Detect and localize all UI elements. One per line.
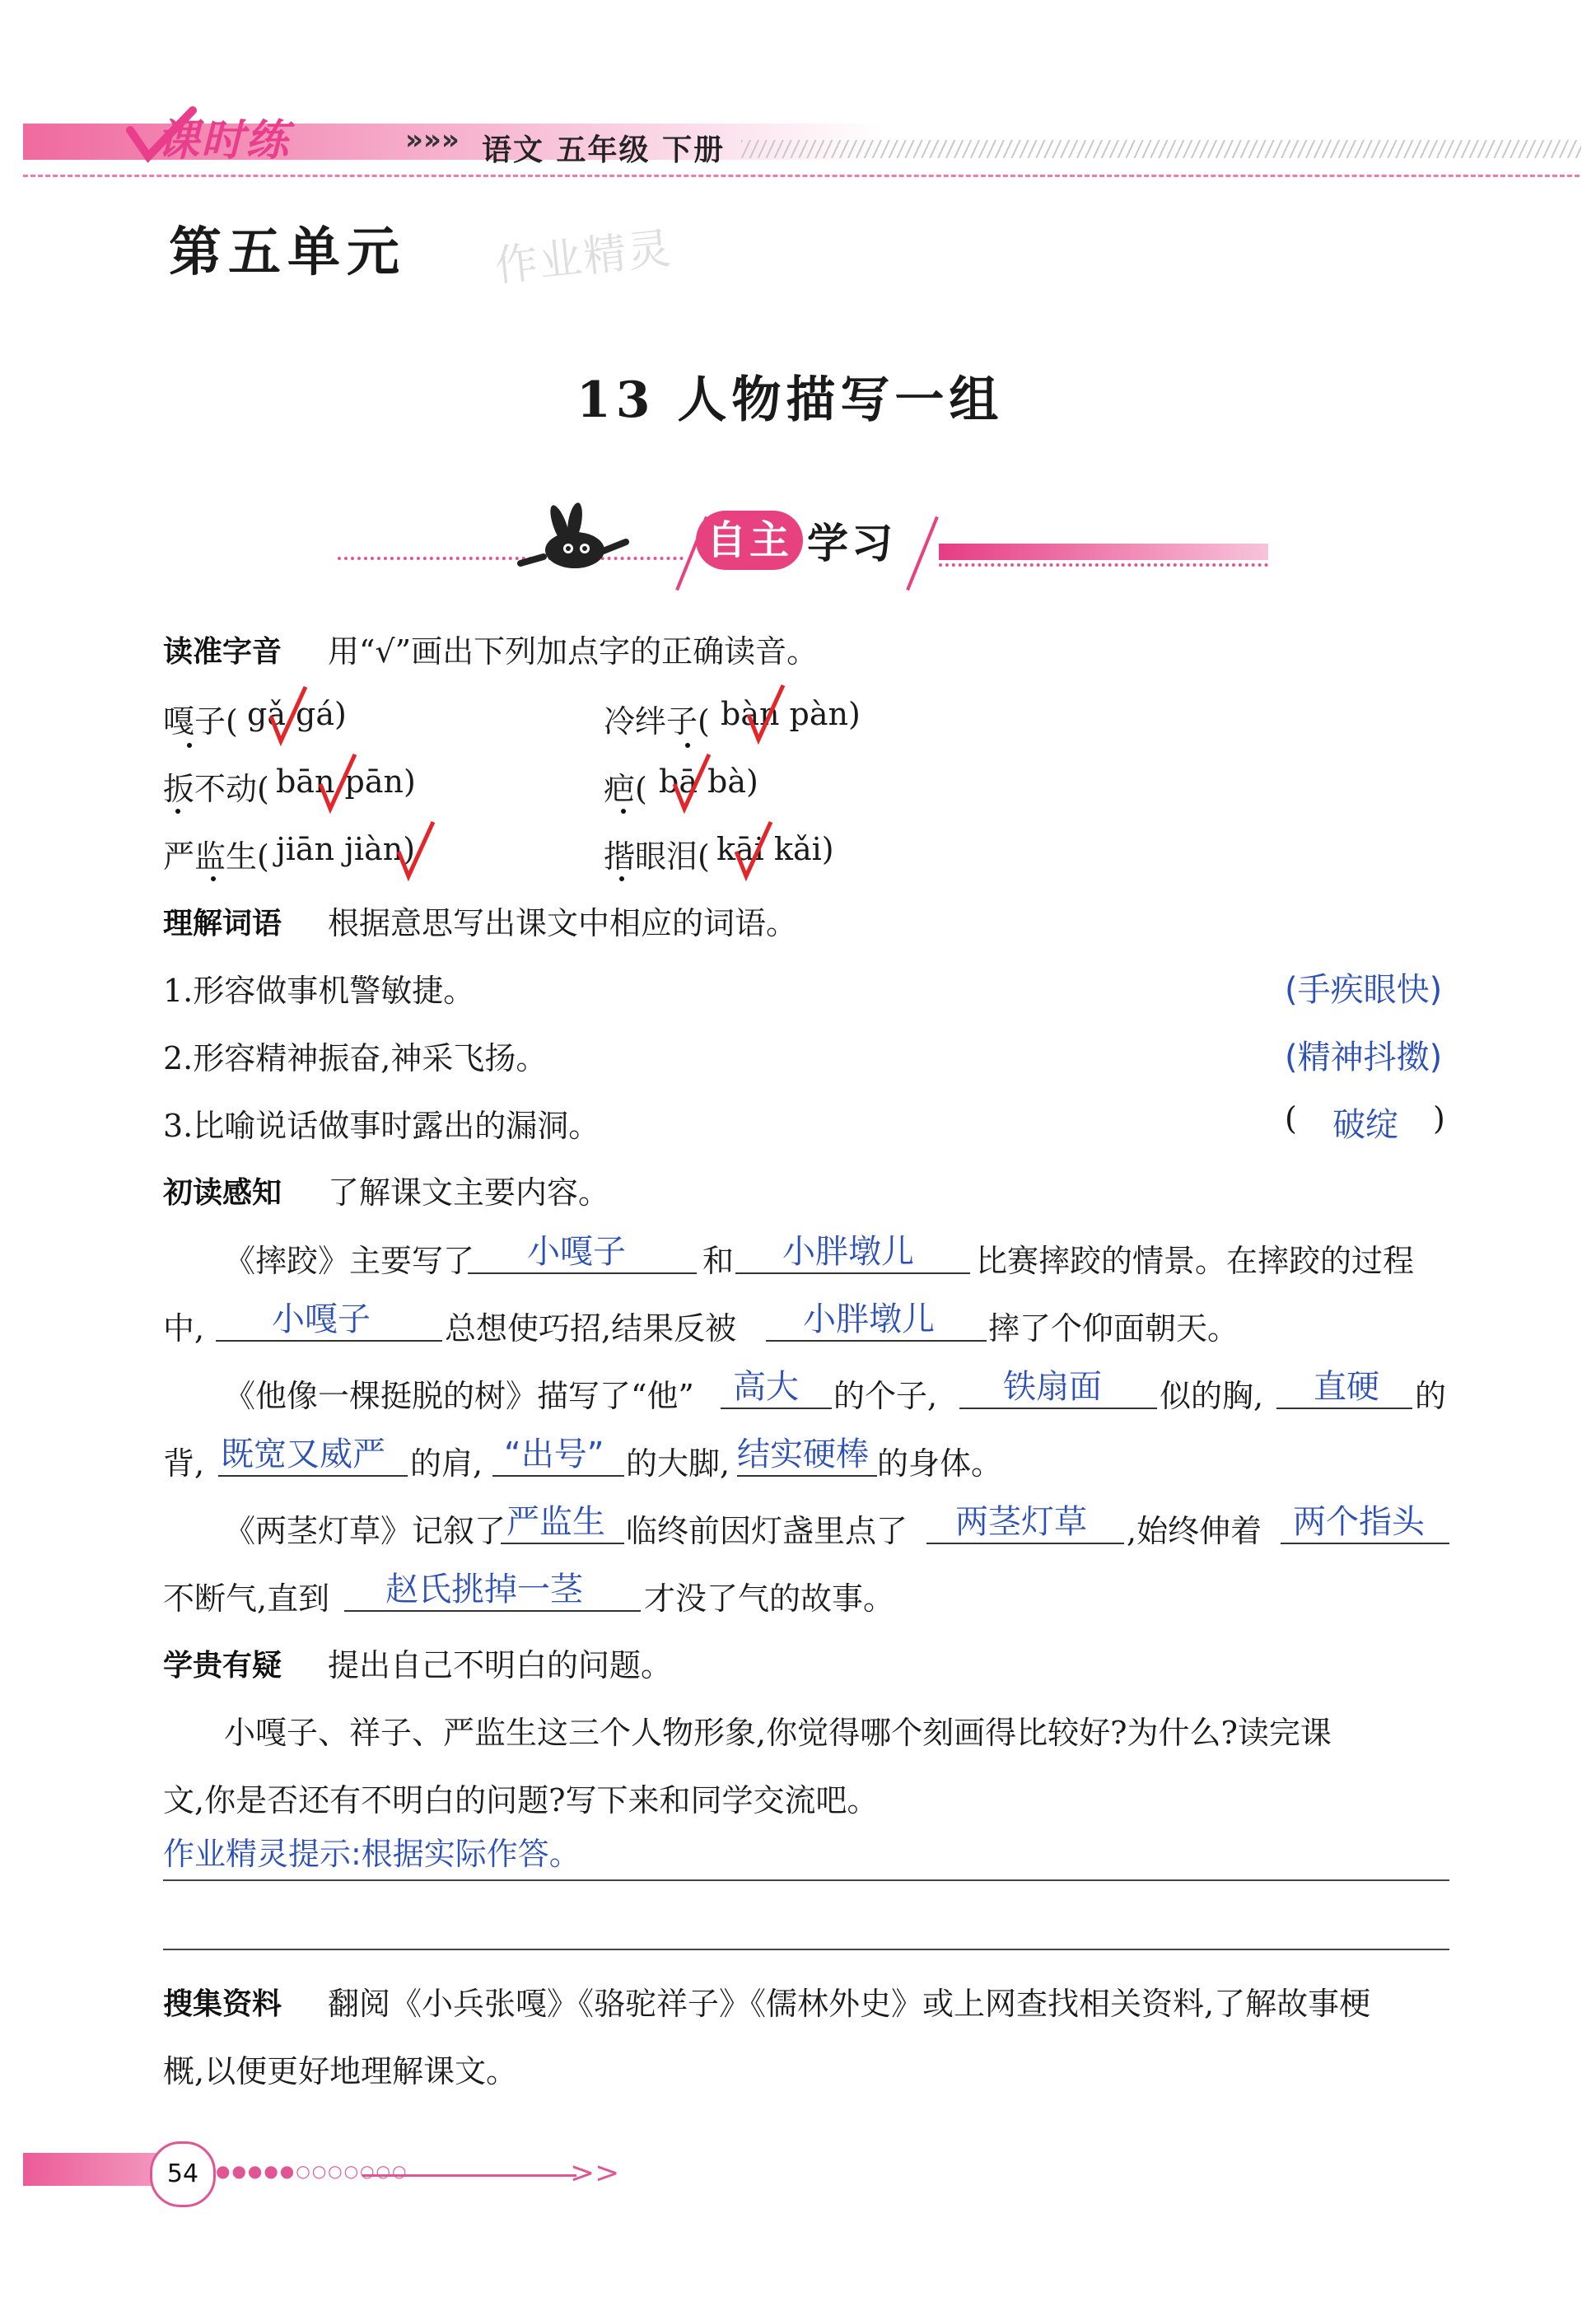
pinyin-options: gǎ gá) bbox=[247, 696, 347, 732]
watermark: 作业精灵 bbox=[492, 223, 675, 292]
answer-blank bbox=[737, 1475, 877, 1477]
reading-text: 《他像一棵挺脱的树》描写了“他” bbox=[224, 1378, 694, 1414]
reading-text: ,始终伸着 bbox=[1127, 1513, 1262, 1549]
checkmark-icon bbox=[745, 682, 786, 745]
section-label-collect: 搜集资料 bbox=[163, 1987, 282, 2021]
answer-blank bbox=[218, 1475, 408, 1477]
banner-dotted-right bbox=[939, 563, 1268, 567]
collect-text: 概,以便更好地理解课文。 bbox=[163, 2053, 518, 2089]
blank-answer: 小嘎子 bbox=[527, 1233, 626, 1271]
answer-blank bbox=[766, 1340, 987, 1342]
vocab-answer: 破绽 bbox=[1332, 1106, 1398, 1144]
answer-blank bbox=[959, 1408, 1157, 1409]
reading-text: 才没了气的故事。 bbox=[644, 1580, 895, 1617]
blank-answer: 结实硬棒 bbox=[737, 1436, 869, 1473]
checkmark-icon bbox=[733, 819, 774, 881]
answer-blank bbox=[926, 1543, 1124, 1544]
emphasis-dot bbox=[685, 743, 690, 748]
answer-blank bbox=[721, 1408, 832, 1409]
pinyin-instruction: 用“√”画出下列加点字的正确读音。 bbox=[328, 633, 819, 670]
checkmark-icon bbox=[671, 751, 712, 814]
footer-line bbox=[362, 2174, 576, 2177]
section-label-vocab: 理解词语 bbox=[163, 907, 282, 941]
answer-blank bbox=[735, 1272, 970, 1274]
rabbit-mascot-icon bbox=[511, 502, 634, 577]
footer-arrow-icon: >> bbox=[570, 2156, 620, 2190]
emphasis-dot bbox=[621, 809, 626, 814]
emphasis-dot bbox=[211, 876, 216, 881]
blank-answer: 两茎灯草 bbox=[955, 1503, 1087, 1541]
blank-answer: 既宽又威严 bbox=[221, 1436, 385, 1473]
answer-line[interactable] bbox=[163, 1879, 1449, 1881]
blank-answer: 赵氏挑掉一茎 bbox=[385, 1571, 583, 1608]
logo-text: 课时练 bbox=[156, 116, 291, 166]
reading-text: 的大脚, bbox=[626, 1445, 730, 1482]
banner-slash-right bbox=[906, 516, 939, 591]
blank-answer: 高大 bbox=[733, 1368, 799, 1406]
reading-text: 总想使巧招,结果反被 bbox=[445, 1310, 737, 1347]
banner-bar-right bbox=[939, 544, 1268, 560]
pinyin-word: 揩眼泪( bbox=[604, 838, 710, 875]
answer-blank bbox=[1276, 1408, 1412, 1409]
answer-blank bbox=[344, 1610, 641, 1612]
vocab-answer: (手疾眼快) bbox=[1285, 971, 1443, 1009]
pinyin-word: 疤( bbox=[604, 771, 647, 807]
reading-text: 比赛摔跤的情景。在摔跤的过程 bbox=[976, 1243, 1415, 1279]
unit-title: 第五单元 bbox=[169, 222, 406, 283]
emphasis-dot bbox=[187, 743, 192, 748]
section-label-reading: 初读感知 bbox=[163, 1176, 282, 1210]
vocab-paren: ) bbox=[1433, 1100, 1445, 1137]
section-label-pinyin: 读准字音 bbox=[163, 635, 282, 669]
vocab-instruction: 根据意思写出课文中相应的词语。 bbox=[328, 905, 798, 941]
reading-text: 摔了个仰面朝天。 bbox=[988, 1310, 1239, 1347]
banner-text: 学习 bbox=[807, 520, 896, 567]
reading-text: 临终前因灯盏里点了 bbox=[626, 1513, 908, 1549]
header-divider bbox=[23, 175, 1580, 177]
checkmark-icon bbox=[317, 751, 358, 814]
pinyin-options: jiān jiàn) bbox=[276, 831, 416, 867]
answer-blank bbox=[492, 1475, 624, 1477]
reading-text: 的身体。 bbox=[877, 1445, 1003, 1482]
vocab-question: 3.比喻说话做事时露出的漏洞。 bbox=[163, 1108, 600, 1144]
answer-blank bbox=[1281, 1543, 1449, 1544]
blank-answer: 铁扇面 bbox=[1003, 1368, 1102, 1406]
pinyin-word: 嘎子( bbox=[163, 703, 238, 740]
emphasis-dot bbox=[619, 876, 624, 881]
answer-line[interactable] bbox=[163, 1949, 1449, 1950]
questions-text: 文,你是否还有不明白的问题?写下来和同学交流吧。 bbox=[163, 1782, 879, 1818]
reading-text: 似的胸, bbox=[1160, 1378, 1264, 1414]
reading-text: 的肩, bbox=[410, 1445, 483, 1482]
checkmark-icon bbox=[395, 819, 436, 881]
blank-answer: “出号” bbox=[504, 1436, 604, 1473]
reading-instruction: 了解课文主要内容。 bbox=[328, 1174, 610, 1211]
collect-text: 翻阅《小兵张嘎》《骆驼祥子》《儒林外史》或上网查找相关资料,了解故事梗 bbox=[328, 1986, 1371, 2022]
blank-answer: 严监生 bbox=[506, 1503, 605, 1541]
checkmark-icon bbox=[268, 684, 309, 746]
vocab-question: 1.形容做事机警敏捷。 bbox=[163, 973, 475, 1009]
questions-text: 小嘎子、祥子、严监生这三个人物形象,你觉得哪个刻画得比较好?为什么?读完课 bbox=[224, 1715, 1332, 1751]
reading-text: 中, bbox=[163, 1310, 205, 1347]
pinyin-options: bā bà) bbox=[659, 763, 758, 800]
lesson-title: 13 人物描写一组 bbox=[576, 371, 1004, 429]
vocab-question: 2.形容精神振奋,神采飞扬。 bbox=[163, 1040, 548, 1076]
header-hatch bbox=[741, 140, 1581, 158]
pinyin-options: kāi kǎi) bbox=[716, 831, 834, 867]
reading-text: 不断气,直到 bbox=[163, 1580, 330, 1617]
reading-text: 《摔跤》主要写了 bbox=[224, 1243, 475, 1279]
header-arrows: »»» bbox=[405, 124, 460, 156]
subject-grade: 语文 五年级 下册 bbox=[482, 133, 726, 167]
blank-answer: 小胖墩儿 bbox=[803, 1300, 935, 1338]
blank-answer: 小嘎子 bbox=[272, 1300, 371, 1338]
vocab-answer: (精神抖擞) bbox=[1285, 1039, 1443, 1076]
blank-answer: 小胖墩儿 bbox=[782, 1233, 914, 1271]
pinyin-options: bàn pàn) bbox=[721, 696, 861, 732]
vocab-paren: ( bbox=[1285, 1100, 1297, 1137]
answer-blank bbox=[468, 1272, 697, 1274]
pinyin-options: bān pān) bbox=[276, 763, 416, 800]
reading-text: 的 bbox=[1415, 1378, 1447, 1414]
emphasis-dot bbox=[175, 809, 180, 814]
pinyin-word: 冷绊子( bbox=[604, 703, 710, 740]
reading-text: 背, bbox=[163, 1445, 205, 1482]
section-label-questions: 学贵有疑 bbox=[163, 1649, 282, 1683]
blank-answer: 两个指头 bbox=[1293, 1503, 1425, 1541]
blank-answer: 直硬 bbox=[1314, 1368, 1379, 1406]
pinyin-word: 扳不动( bbox=[163, 771, 269, 807]
reading-text: 《两茎灯草》记叙了 bbox=[224, 1513, 506, 1549]
answer-blank bbox=[501, 1543, 624, 1544]
reading-text: 的个子, bbox=[833, 1378, 938, 1414]
reading-text: 和 bbox=[702, 1243, 735, 1279]
footer-dots: ●●●●●○○○○○○○ bbox=[216, 2161, 408, 2181]
questions-instruction: 提出自己不明白的问题。 bbox=[328, 1647, 673, 1683]
banner-badge: 自主 bbox=[696, 511, 803, 570]
page-number: 54 bbox=[150, 2141, 216, 2207]
hint-answer: 作业精灵提示:根据实际作答。 bbox=[163, 1836, 581, 1872]
answer-blank bbox=[216, 1340, 442, 1342]
pinyin-word: 严监生( bbox=[163, 838, 269, 875]
